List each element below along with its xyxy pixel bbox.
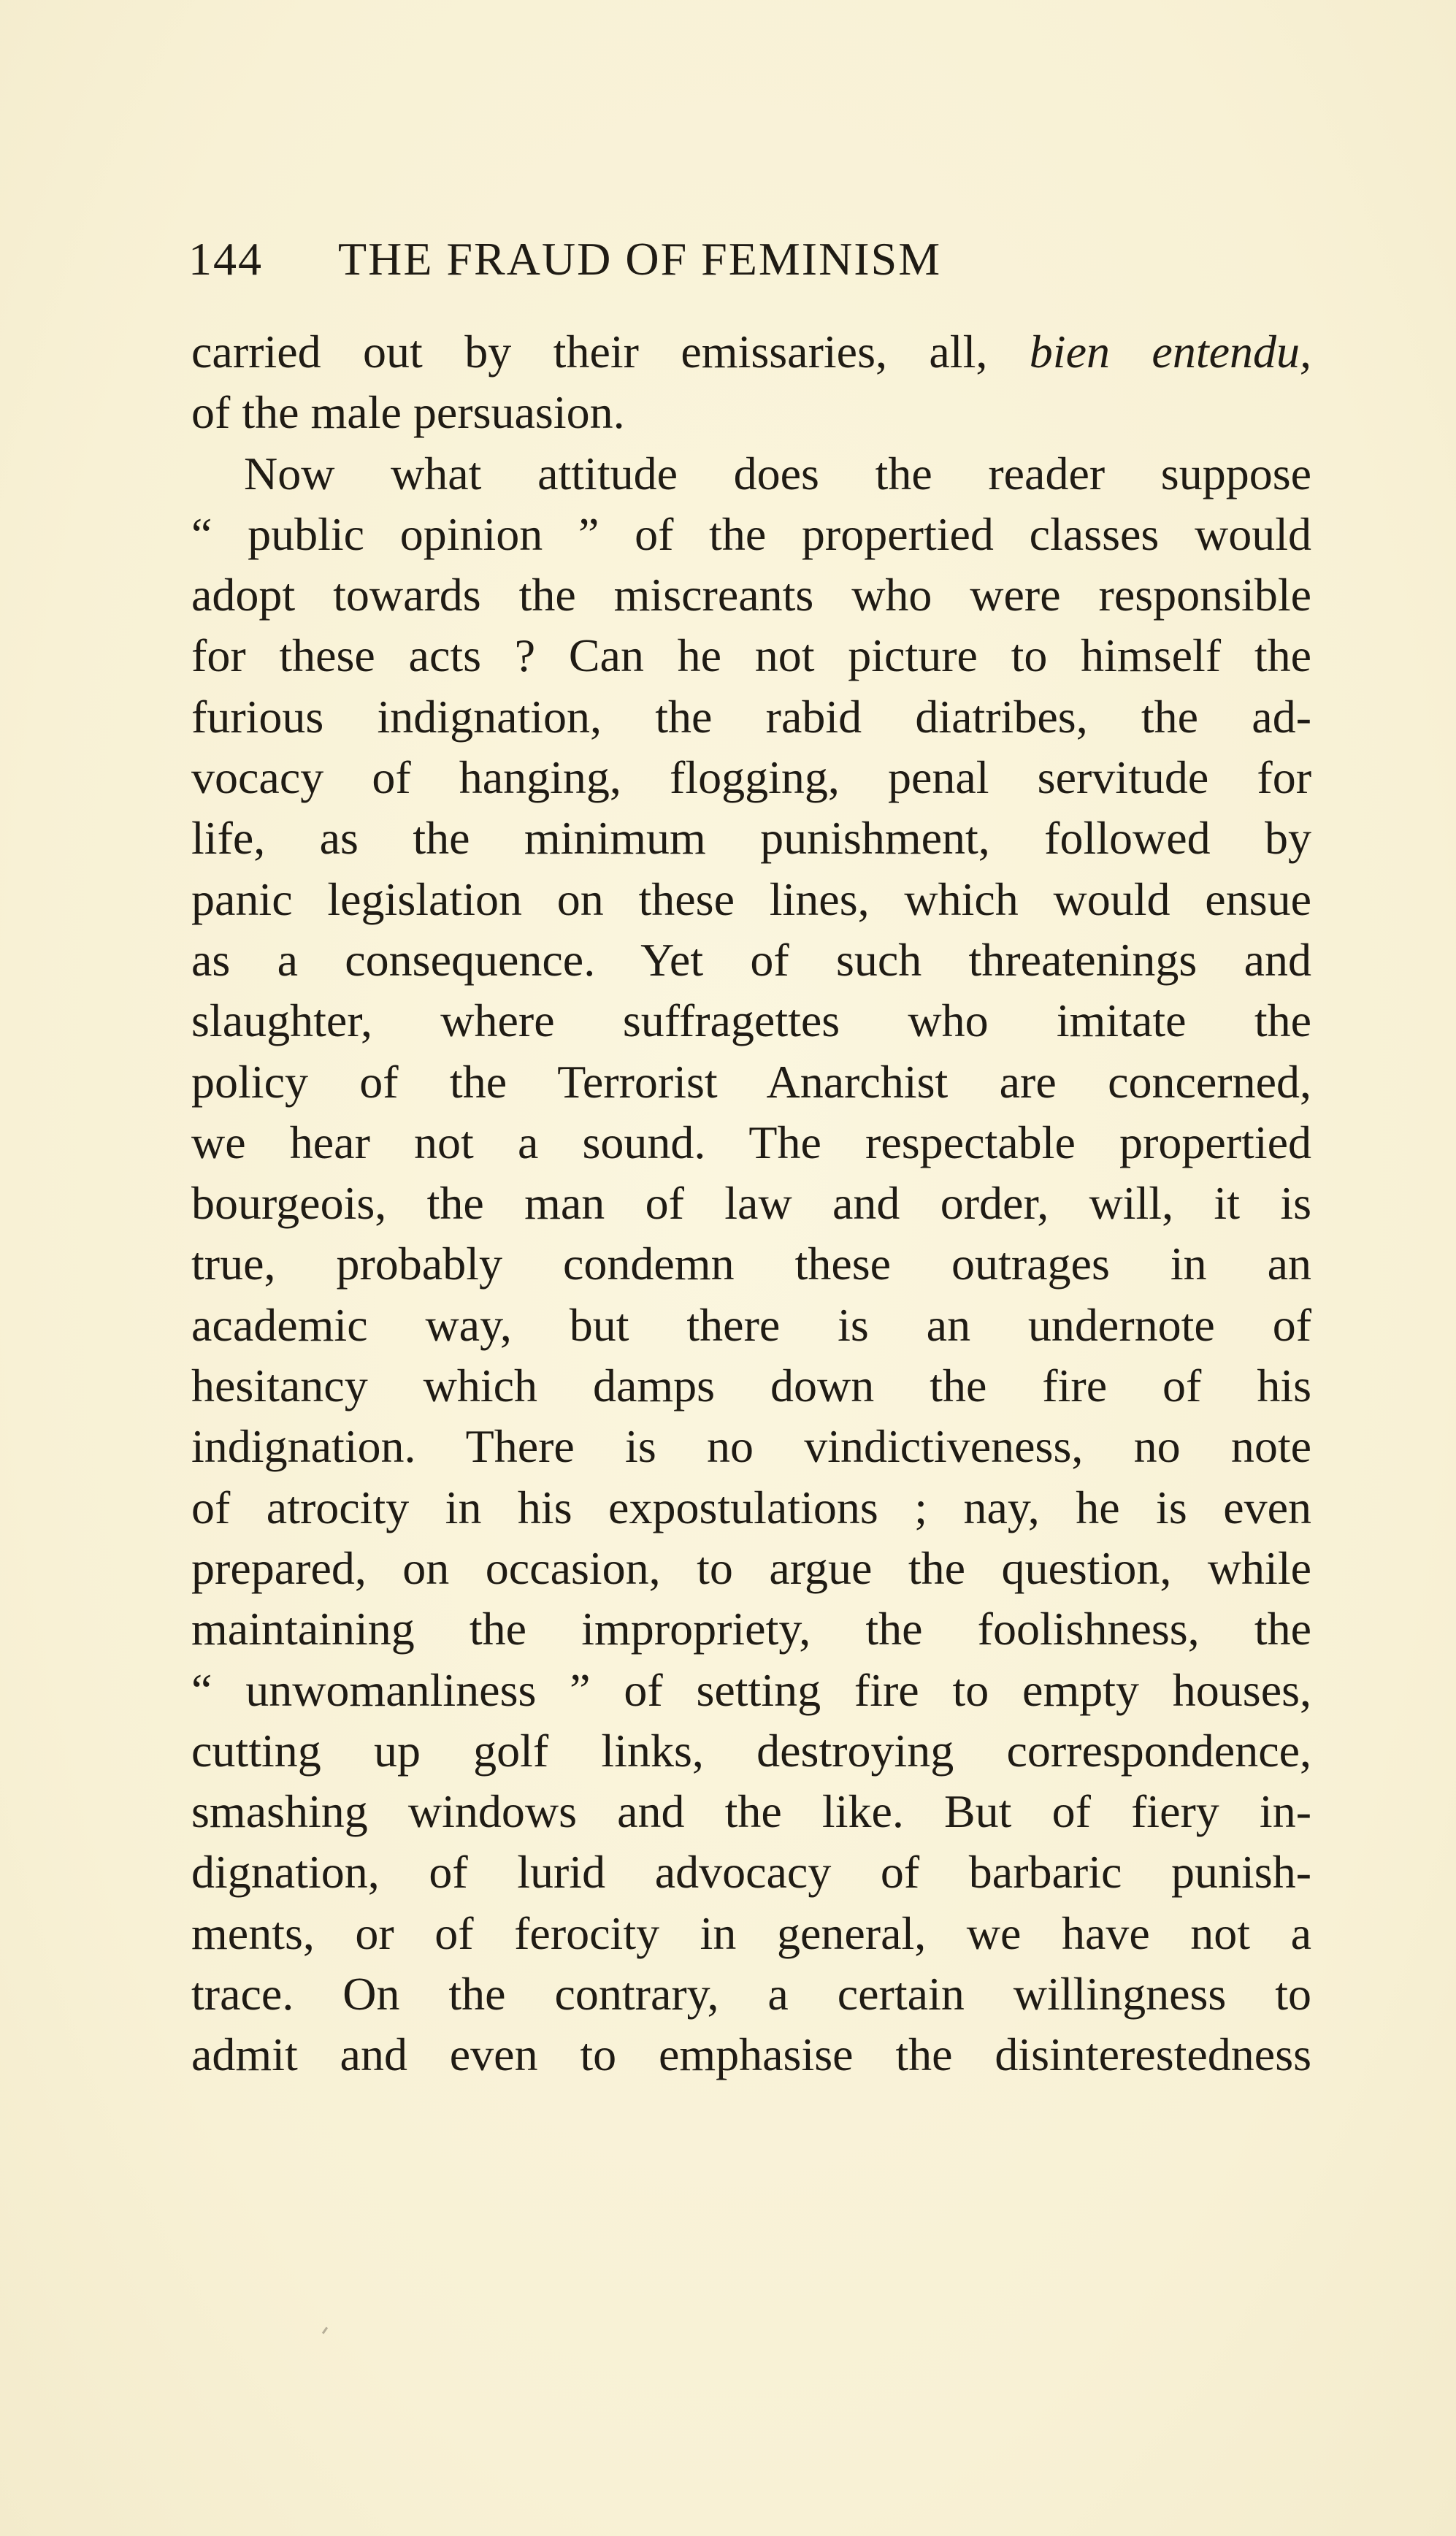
text-line: we hear not a sound. The respectable propertied [191,1116,1311,1168]
text-line: ments, or of ferocity in general, we have not a [191,1907,1311,1959]
text-line: cutting up golf links, destroying correspondence, [191,1724,1311,1777]
text-line: indignation. There is no vindictiveness, no note [191,1420,1311,1473]
text-line: slaughter, where suffragettes who imitate the [191,995,1311,1047]
text-line: for these acts ? Can he not picture to himself the [191,629,1311,682]
text-line: of the male persuasion. [191,386,625,439]
body-text [191,321,1311,2085]
text-line: dignation, of lurid advocacy of barbaric punish- [191,1846,1311,1899]
italic-phrase: bien entendu, [1029,326,1311,378]
text-line [191,321,1311,382]
text-line: prepared, on occasion, to argue the question, while [191,1541,1311,1594]
text-line: as a consequence. Yet of such threatenings and [191,933,1311,986]
text-line: life, as the minimum punishment, followed by [191,812,1311,865]
text-line: vocacy of hanging, flogging, penal servitude for [191,751,1311,804]
running-header [188,232,1313,291]
text-line-segment: carried out by their emissaries, all, [191,326,1030,378]
text-line: policy of the Terrorist Anarchist are concerned, [191,1055,1311,1108]
text-line: panic legislation on these lines, which would ensue [191,873,1311,925]
text-line: hesitancy which damps down the fire of his [191,1360,1311,1412]
text-line: trace. On the contrary, a certain willingness to [191,1968,1311,2020]
text-line: true, probably condemn these outrages in an [191,1238,1311,1290]
paper-speck [322,2327,328,2334]
text-line: academic way, but there is an undernote of [191,1298,1311,1351]
text-line: admit and even to emphasise the disinterestedness [191,2029,1311,2081]
text-line: “ public opinion ” of the propertied classes would [191,507,1311,560]
text-line: maintaining the impropriety, the foolishness, the [191,1603,1311,1655]
page-number: 144 [188,233,263,285]
running-title: THE FRAUD OF FEMINISM [338,233,942,285]
text-line: adopt towards the miscreants who were responsible [191,569,1311,621]
text-line: smashing windows and the like. But of fiery in- [191,1785,1311,1838]
text-line: of atrocity in his expostulations ; nay, he is even [191,1481,1311,1533]
text-line: “ unwomanliness ” of setting fire to empty houses, [191,1663,1311,1716]
text-line: furious indignation, the rabid diatribes, the ad- [191,690,1311,743]
text-line: Now what attitude does the reader suppose [244,447,1311,499]
text-line: bourgeois, the man of law and order, will, it is [191,1177,1311,1230]
